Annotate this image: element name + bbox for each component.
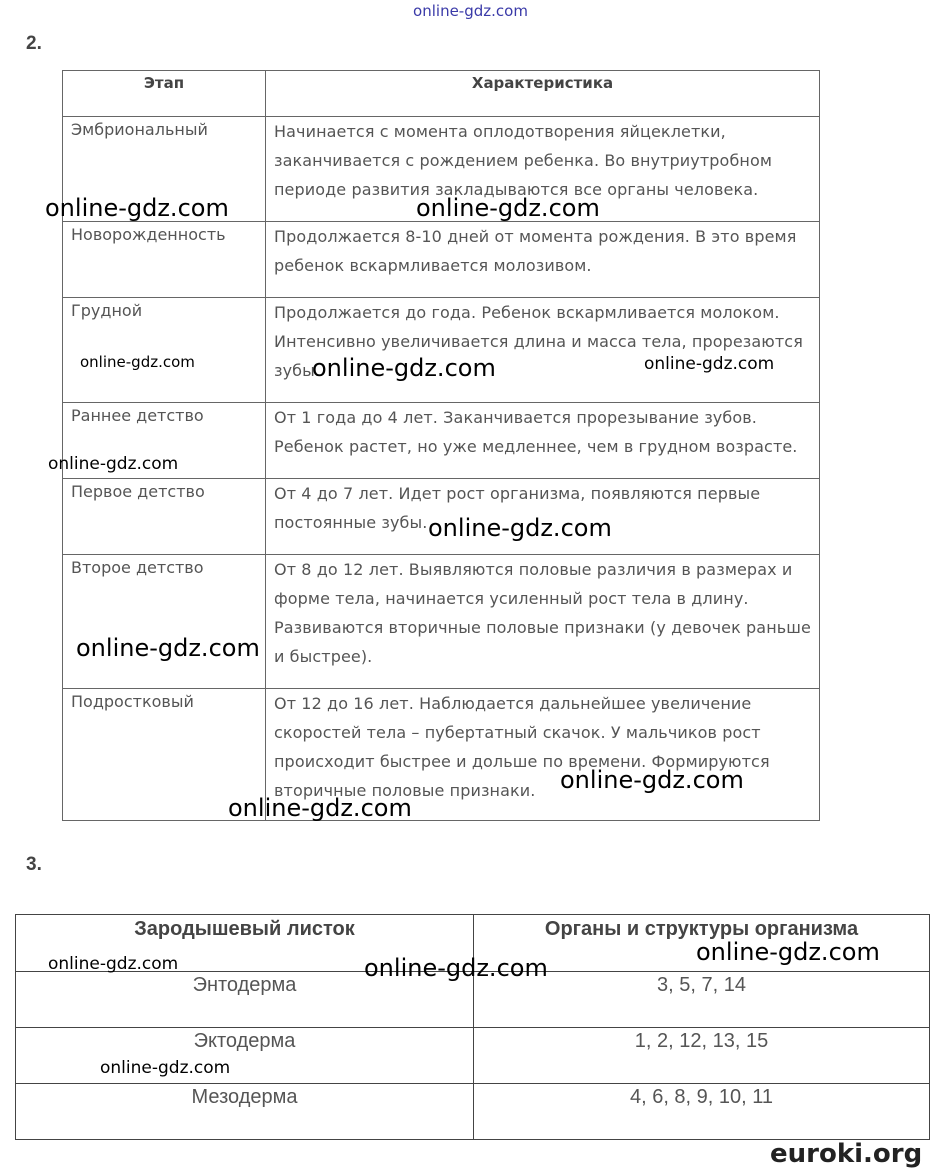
germ-layer-header: Зародышевый листок	[16, 915, 474, 972]
stage-name: Первое детство	[63, 479, 266, 555]
life-stages-table	[62, 70, 820, 821]
stage-description: От 4 до 7 лет. Идет рост организма, появляются первые постоянные зубы.	[266, 479, 820, 555]
watermark: online-gdz.com	[560, 766, 744, 794]
characteristic-header: Характеристика	[266, 71, 820, 117]
stage-description: Продолжается до года. Ребенок вскармливается молоком. Интенсивно увеличивается длина и масса тела, прорезаются зубы.	[266, 298, 820, 403]
table-row	[63, 555, 820, 689]
stage-name: Грудной	[63, 298, 266, 403]
section-2-number: 2.	[26, 33, 42, 54]
stage-description: От 12 до 16 лет. Наблюдается дальнейшее увеличение скоростей тела – пубертатный скачок. У мальчиков рост происходит быстрее и дольше по времени. Формируются вторичные половые признаки.	[266, 689, 820, 821]
stage-description: Начинается с момента оплодотворения яйцеклетки, заканчивается с рождением ребенка. Во внутриутробном периоде развития закладываются все органы человека.	[266, 117, 820, 222]
stage-name: Новорожденность	[63, 222, 266, 298]
watermark: online-gdz.com	[428, 514, 612, 542]
watermark: online-gdz.com	[228, 794, 412, 822]
table-row	[63, 298, 820, 403]
header-watermark: online-gdz.com	[413, 2, 528, 20]
table-row	[63, 222, 820, 298]
watermark: online-gdz.com	[644, 354, 775, 374]
watermark: online-gdz.com	[364, 954, 548, 982]
stage-name: Второе детство	[63, 555, 266, 689]
stage-description: От 1 года до 4 лет. Заканчивается прорезывание зубов. Ребенок растет, но уже медленнее, чем в грудном возрасте.	[266, 403, 820, 479]
watermark: online-gdz.com	[696, 938, 880, 966]
organ-numbers: 3, 5, 7, 14	[474, 972, 930, 1028]
organs-header: Органы и структуры организма	[474, 915, 930, 972]
table-row	[16, 1084, 930, 1140]
bottom-watermark: euroki.org	[770, 1139, 923, 1169]
stage-name: Раннее детство	[63, 403, 266, 479]
watermark: online-gdz.com	[80, 353, 195, 371]
watermark: online-gdz.com	[76, 634, 260, 662]
germ-layer-name: Эктодерма	[16, 1028, 474, 1084]
germ-layer-name: Энтодерма	[16, 972, 474, 1028]
stage-description: От 8 до 12 лет. Выявляются половые различия в размерах и форме тела, начинается усиленный рост тела в длину. Развиваются вторичные половые признаки (у девочек раньше и быстрее).	[266, 555, 820, 689]
stage-name: Эмбриональный	[63, 117, 266, 222]
watermark: online-gdz.com	[48, 954, 179, 974]
table-row	[63, 689, 820, 821]
watermark: online-gdz.com	[416, 194, 600, 222]
organ-numbers: 4, 6, 8, 9, 10, 11	[474, 1084, 930, 1140]
organ-numbers: 1, 2, 12, 13, 15	[474, 1028, 930, 1084]
stage-header: Этап	[63, 71, 266, 117]
watermark: online-gdz.com	[45, 194, 229, 222]
watermark: online-gdz.com	[312, 354, 496, 382]
watermark: online-gdz.com	[48, 454, 179, 474]
stage-description: Продолжается 8-10 дней от момента рождения. В это время ребенок вскармливается молозивом.	[266, 222, 820, 298]
section-3-number: 3.	[26, 854, 42, 875]
watermark: online-gdz.com	[100, 1058, 231, 1078]
stage-name: Подростковый	[63, 689, 266, 821]
germ-layer-name: Мезодерма	[16, 1084, 474, 1140]
